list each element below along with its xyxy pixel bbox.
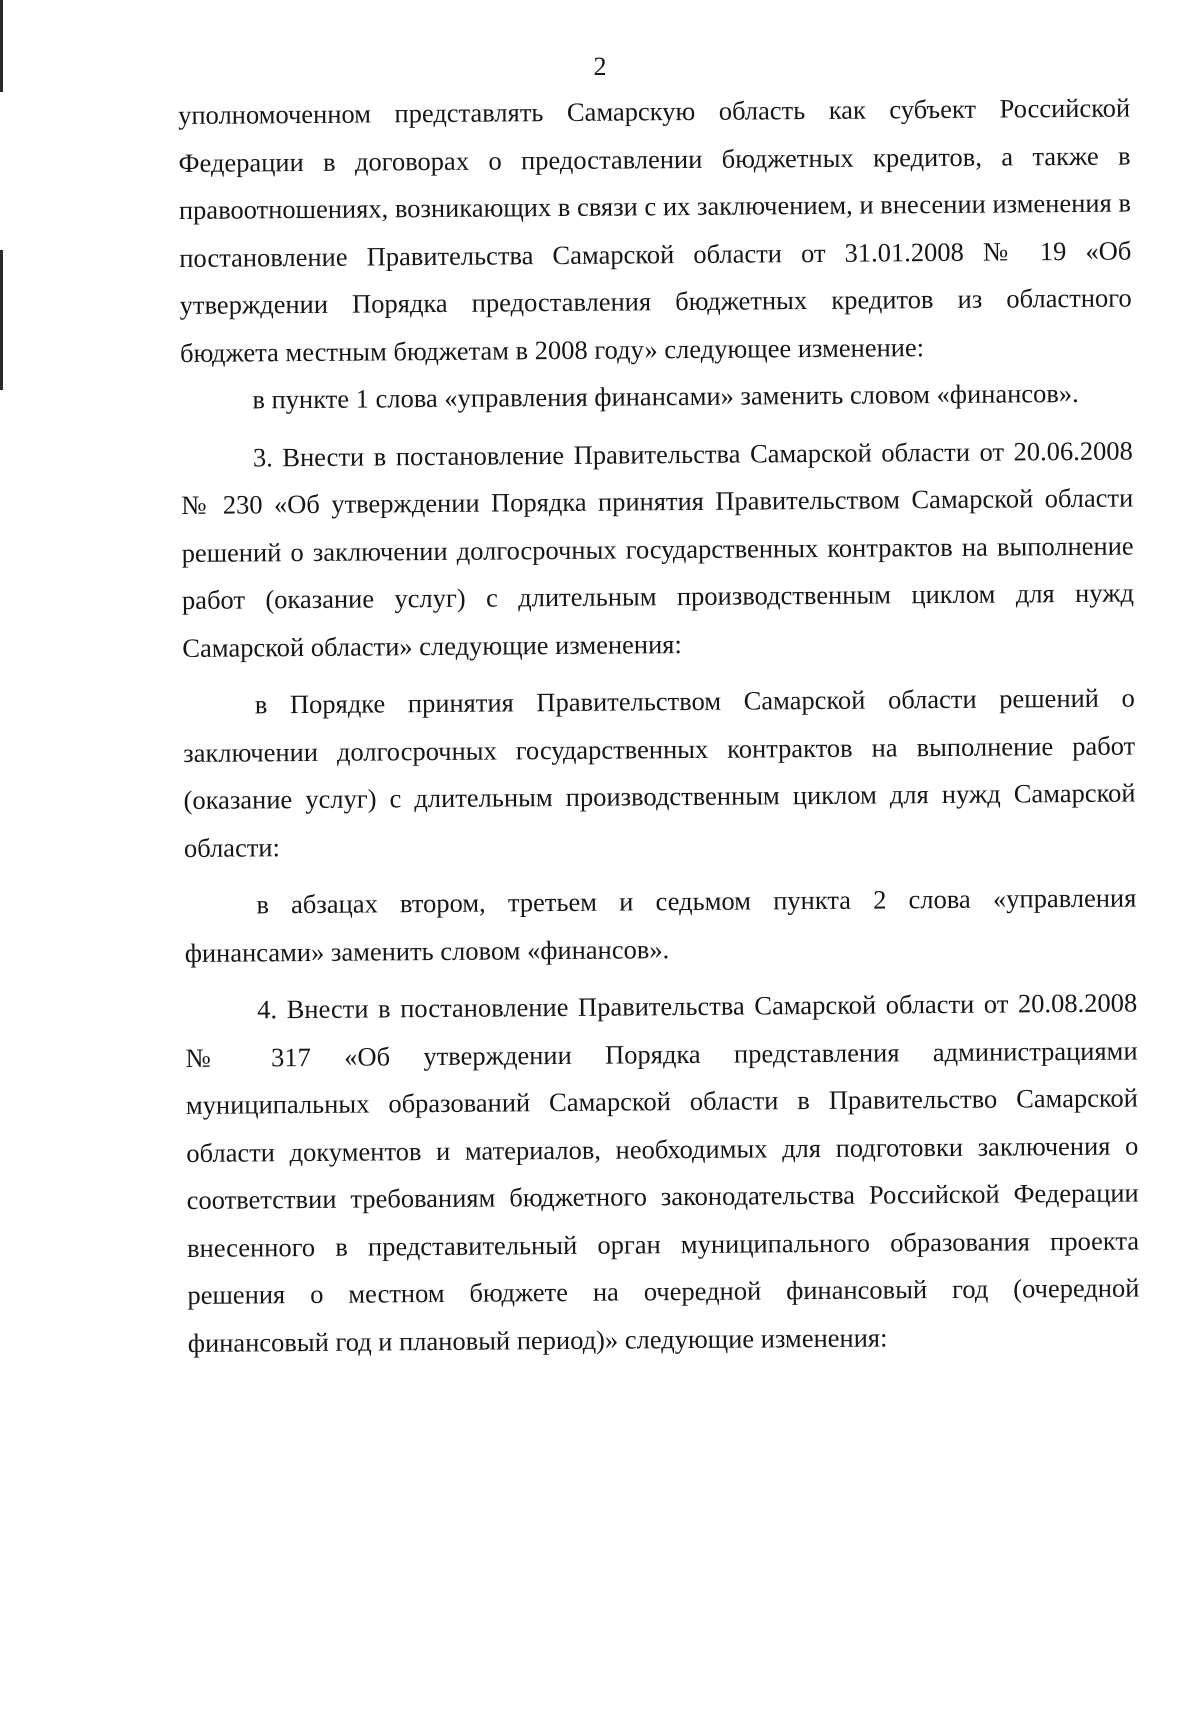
paragraph-amendment-1: в пункте 1 слова «управления финансами» заменить словом «финансов». <box>252 377 1079 415</box>
paragraph-order-reference: в Порядке принятия Правительством Самарской области решений о заключении долгосрочных государственных контрактов на выполнение работ (оказание услуг) с длительным производственным циклом для нужд Самарской области: <box>183 682 1136 863</box>
paragraph-continuation: уполномоченном представлять Самарскую область как субъект Российской Федерации в договорах о предоставлении бюджетных кредитов, а также в правоотношениях, возникающих в связи с их заключением, и внесении изменения в постановление Правительства Самарской области от 31.01.2008 № 19 «Об утверждении Порядка предоставления бюджетных кредитов из областного бюджета местным бюджетам в 2008 году» следующее изменение: <box>178 92 1132 368</box>
paragraph-item-4: 4. Внести в постановление Правительства Самарской области от 20.08.2008 № 317 «Об утверждении Порядка представления администрациями муниципальных образований Самарской области в Правительство Самарской области документов и материалов, необходимых для подготовки заключения о соответствии требованиям бюджетного законодательства Российской Федерации внесенного в представительный орган муниципального образования проекта решения о местном бюджете на очередной финансовый год (очередной финансовый год и плановый период)» следующие изменения: <box>185 987 1140 1358</box>
paragraph-amendment-2: в абзацах втором, третьем и седьмом пункта 2 слова «управления финансами» заменить словом «финансов». <box>184 882 1137 968</box>
page-number: 2 <box>593 52 607 81</box>
scan-edge-mark <box>0 250 3 390</box>
paragraph-item-3: 3. Внести в постановление Правительства Самарской области от 20.06.2008 № 230 «Об утверждении Порядка принятия Правительством Самарской области решений о заключении долгосрочных государственных контрактов на выполнение работ (оказание услуг) с длительным производственным циклом для нужд Самарской области» следующие изменения: <box>181 435 1135 663</box>
document-body <box>178 85 1140 1367</box>
